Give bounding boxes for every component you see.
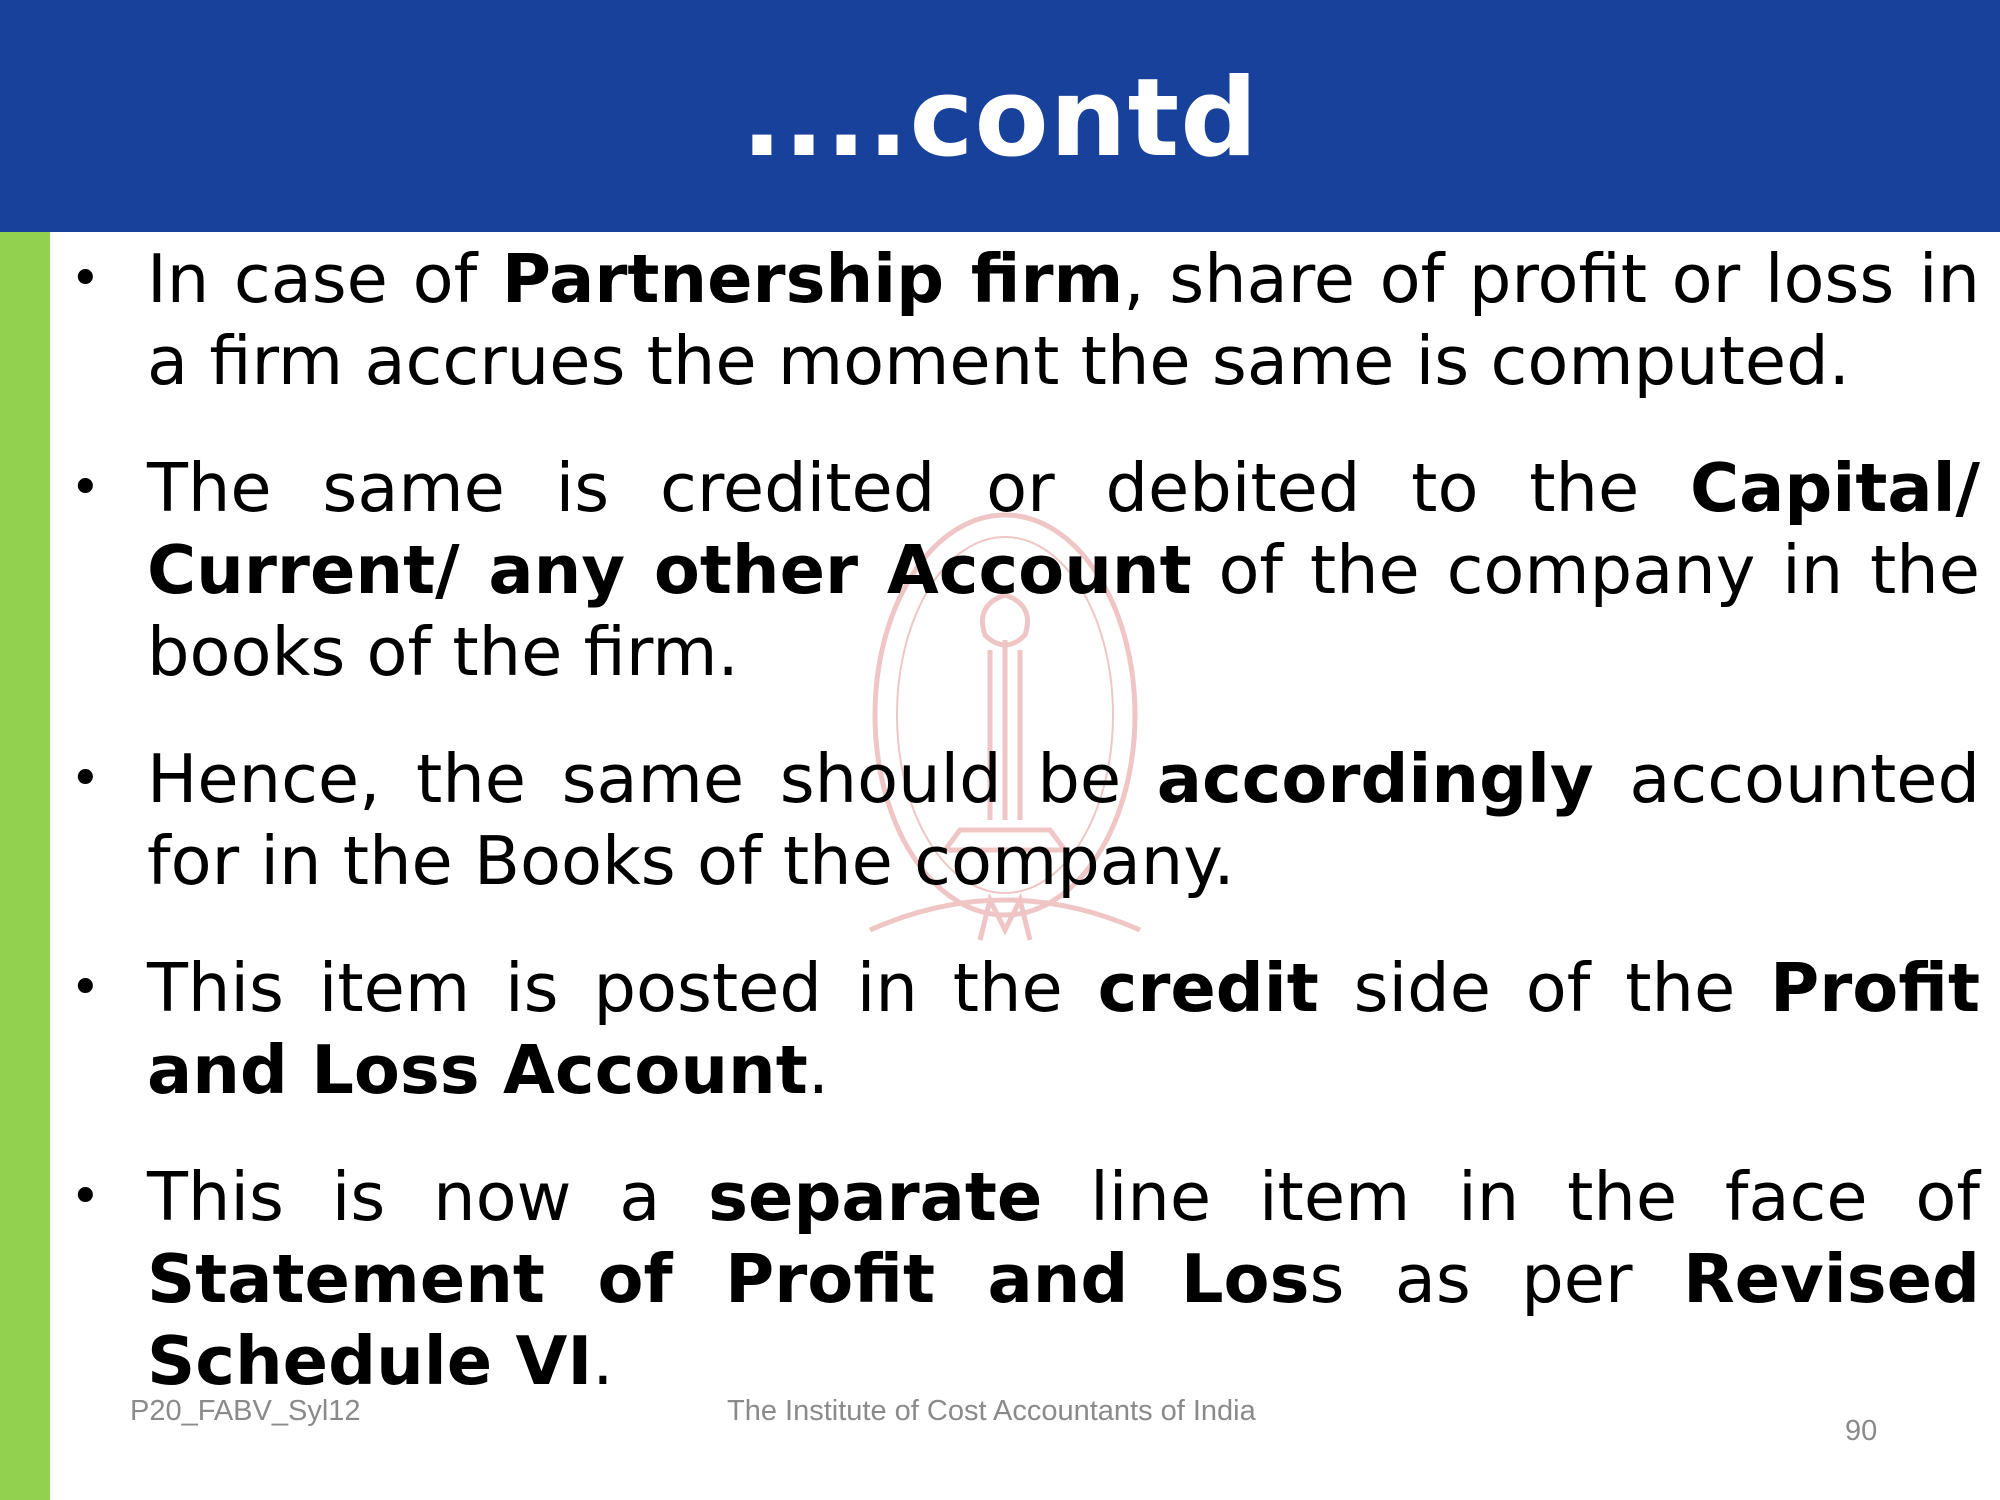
bold-text-run: Profit and Loss Account [147, 949, 1980, 1109]
side-accent-bar [0, 232, 50, 1500]
text-run: In case of [147, 240, 502, 318]
bullet-text [147, 1158, 1980, 1400]
bullet-item [60, 947, 1980, 1111]
text-run: s as per [1309, 1240, 1684, 1318]
bullet-text [147, 740, 1980, 900]
bullet-icon: • [70, 1167, 101, 1227]
bold-text-run: Statement of Profit and Los [147, 1240, 1310, 1318]
text-run: , share of profit or loss in a firm accrues the moment the same is computed. [147, 240, 1980, 400]
bullet-text [147, 449, 1980, 691]
bullet-item [60, 447, 1980, 693]
bullet-text [147, 949, 1980, 1109]
institute-name: The Institute of Cost Accountants of India [727, 1395, 1256, 1427]
course-code: P20_FABV_Syl12 [130, 1395, 361, 1427]
text-run: Hence, the same should be [147, 740, 1157, 818]
bold-text-run: Revised Schedule VI [147, 1240, 1981, 1400]
bullet-item [60, 1156, 1980, 1402]
bullet-item [60, 238, 1980, 402]
bold-text-run: Partnership firm [501, 240, 1124, 318]
page-number: 90 [1845, 1415, 1878, 1447]
text-run: side of the [1318, 949, 1771, 1027]
text-run: accounted for in the Books of the company. [147, 740, 1980, 900]
text-run: of the company in the books of the firm. [147, 531, 1980, 691]
text-run: line item in the face of [1042, 1158, 1980, 1236]
bullet-text [147, 240, 1980, 400]
bold-text-run: Capital/ Current/ any other Account [147, 449, 1980, 609]
text-run: This item is posted in the [147, 949, 1098, 1027]
text-run: The same is credited or debited to the [147, 449, 1691, 527]
bullet-icon: • [70, 958, 101, 1018]
bullet-icon: • [70, 458, 101, 518]
bold-text-run: separate [708, 1158, 1043, 1236]
bullet-list [60, 238, 1980, 1447]
bold-text-run: credit [1097, 949, 1319, 1027]
bullet-item [60, 738, 1980, 902]
text-run: . [592, 1322, 614, 1400]
bullet-icon: • [70, 249, 101, 309]
text-run: . [807, 1031, 830, 1109]
bold-text-run: accordingly [1156, 740, 1594, 818]
bullet-icon: • [70, 749, 101, 809]
slide-title: ....contd [741, 56, 1259, 181]
text-run: This is now a [147, 1158, 709, 1236]
